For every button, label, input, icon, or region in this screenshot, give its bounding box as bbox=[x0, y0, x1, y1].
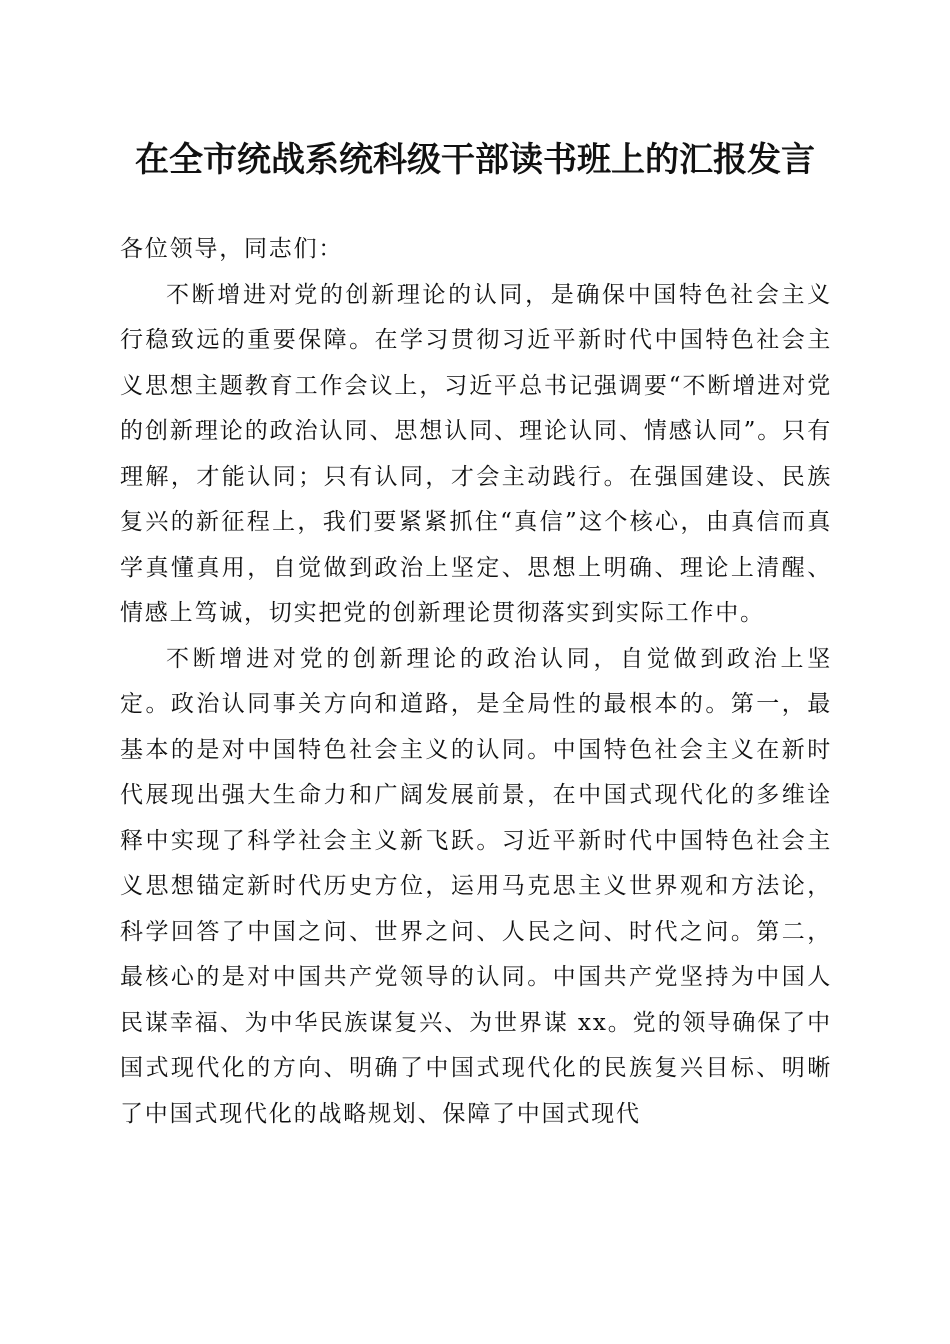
paragraph-1: 不断增进对党的创新理论的认同，是确保中国特色社会主义行稳致远的重要保障。在学习贯彻习近平新时代中国特色社会主义思想主题教育工作会议上，习近平总书记强调要“不断增进对党的创新理论的政治认同、思想认同、理论认同、情感认同”。只有理解，才能认同；只有认同，才会主动践行。在强国建设、民族复兴的新征程上，我们要紧紧抓住“真信”这个核心，由真信而真学真懂真用，自觉做到政治上坚定、思想上明确、理论上清醒、情感上笃诚，切实把党的创新理论贯彻落实到实际工作中。 bbox=[120, 281, 832, 626]
document-title: 在全市统战系统科级干部读书班上的汇报发言 bbox=[135, 140, 815, 180]
document-body bbox=[120, 227, 832, 1137]
paragraph-2: 不断增进对党的创新理论的政治认同，自觉做到政治上坚定。政治认同事关方向和道路，是全局性的最根本的。第一，最基本的是对中国特色社会主义的认同。中国特色社会主义在新时代展现出强大生命力和广阔发展前景，在中国式现代化的多维诠释中实现了科学社会主义新飞跃。习近平新时代中国特色社会主义思想锚定新时代历史方位，运用马克思主义世界观和方法论，科学回答了中国之问、世界之问、人民之问、时代之问。第二，最核心的是对中国共产党领导的认同。中国共产党坚持为中国人民谋幸福、为中华民族谋复兴、为世界谋 xx。党的领导确保了中国式现代化的方向、明确了中国式现代化的民族复兴目标、明晰了中国式现代化的战略规划、保障了中国式现代 bbox=[120, 645, 832, 1127]
salutation: 各位领导，同志们： bbox=[120, 236, 344, 262]
